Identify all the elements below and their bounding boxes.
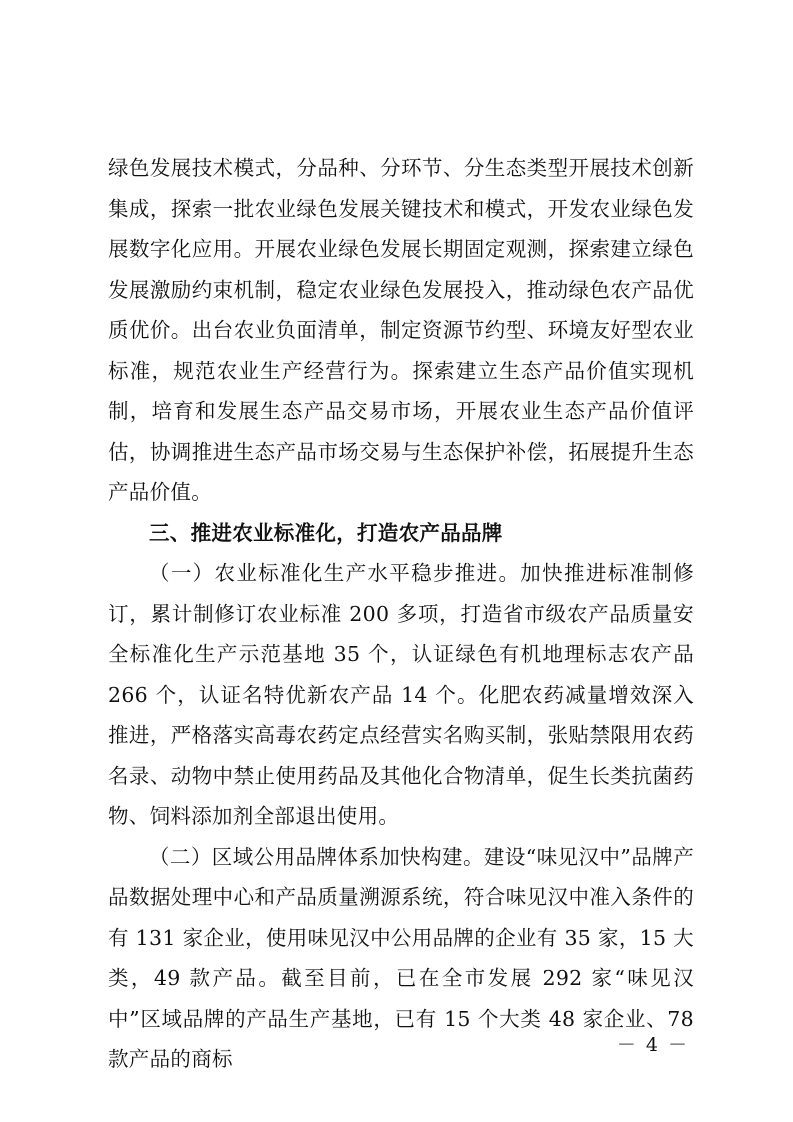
paragraph-standardization: （一）农业标准化生产水平稳步推进。加快推进标准制修订，累计制修订农业标准 200 多项，打造省市级农产品质量安全标准化生产示范基地 35 个，认证绿色有机地理标志农产品 266 个，认证名特优新农产品 14 个。化肥农药减量增效深入推进，严格落实高毒农药定点经营实名购买制，张贴禁限用农药名录、动物中禁止使用药品及其他化合物清单，促生长类抗菌药物、饲料添加剂全部退出使用。	[108, 561, 694, 828]
continuation-paragraph: 绿色发展技术模式，分品种、分环节、分生态类型开展技术创新集成，探索一批农业绿色发展关键技术和模式，开发农业绿色发展数字化应用。开展农业绿色发展长期固定观测，探索建立绿色发展激励约束机制，稳定农业绿色发展投入，推动绿色农产品优质优价。出台农业负面清单，制定资源节约型、环境友好型农业标准，规范农业生产经营行为。探索建立生态产品价值实现机制，培育和发展生态产品交易市场，开展农业生态产品价值评估，协调推进生态产品市场交易与生态保护补偿，拓展提升生态产品价值。	[108, 156, 694, 504]
page-number: － 4 －	[616, 1034, 689, 1056]
section-heading: 三、推进农业标准化，打造农产品品牌	[149, 520, 503, 545]
paragraph-regional-brand: （二）区域公用品牌体系加快构建。建设“味见汉中”品牌产品数据处理中心和产品质量溯源系统，符合味见汉中准入条件的有 131 家企业，使用味见汉中公用品牌的企业有 35 家，15 大类，49 款产品。截至目前，已在全市发展 292 家“味见汉中”区域品牌的产品生产基地，已有 15 个大类 48 家企业、78 款产品的商标	[108, 844, 694, 1071]
document-body	[108, 148, 694, 1080]
